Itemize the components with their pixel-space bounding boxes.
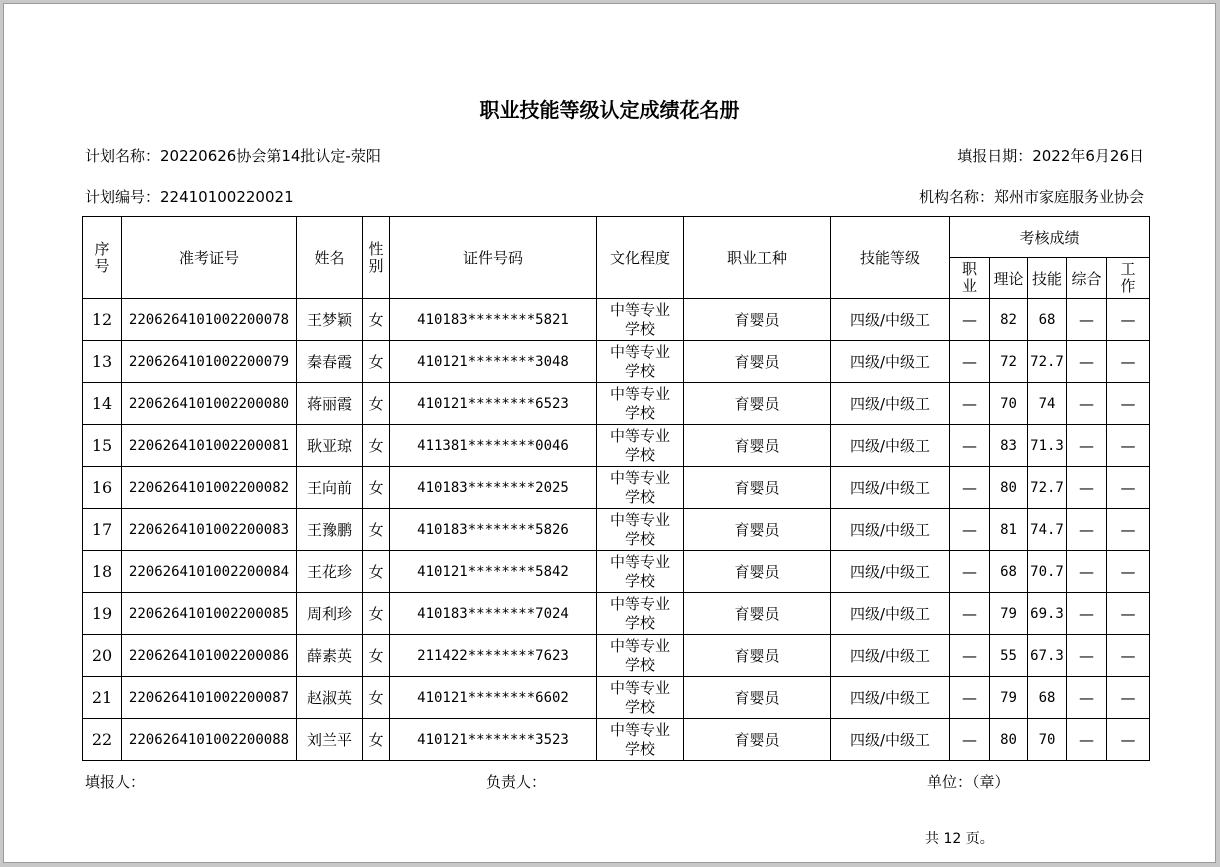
header-sub-zhiye: 职 业 [950, 258, 990, 299]
cell-skill: 72.7 [1028, 341, 1067, 383]
cell-gender: 女 [363, 677, 390, 719]
cell-seq: 16 [83, 467, 122, 509]
cell-name: 秦春霞 [297, 341, 363, 383]
cell-id-number: 410121********6523 [390, 383, 597, 425]
header-sub-work: 工 作 [1107, 258, 1150, 299]
cell-exam-number: 2206264101002200085 [122, 593, 297, 635]
cell-theory: 80 [990, 467, 1028, 509]
cell-skill-level: 四级/中级工 [831, 719, 950, 761]
cell-work: — [1107, 341, 1150, 383]
cell-overall: — [1067, 383, 1107, 425]
cell-gender: 女 [363, 383, 390, 425]
cell-gender: 女 [363, 593, 390, 635]
cell-overall: — [1067, 299, 1107, 341]
table-row [83, 509, 1150, 551]
header-sub-skill: 技能 [1028, 258, 1067, 299]
cell-name: 王豫鹏 [297, 509, 363, 551]
cell-exam-number: 2206264101002200082 [122, 467, 297, 509]
cell-exam-number: 2206264101002200079 [122, 341, 297, 383]
cell-education: 中等专业 学校 [597, 383, 684, 425]
cell-exam-number: 2206264101002200086 [122, 635, 297, 677]
cell-overall: — [1067, 635, 1107, 677]
cell-skill-level: 四级/中级工 [831, 551, 950, 593]
cell-education: 中等专业 学校 [597, 551, 684, 593]
table-body [83, 299, 1150, 761]
table-row [83, 299, 1150, 341]
cell-zhiye: — [950, 593, 990, 635]
cell-exam-number: 2206264101002200087 [122, 677, 297, 719]
cell-skill: 69.3 [1028, 593, 1067, 635]
cell-theory: 83 [990, 425, 1028, 467]
header-seq: 序 号 [83, 217, 122, 299]
table-header [83, 217, 1150, 299]
cell-seq: 19 [83, 593, 122, 635]
score-roster-table [82, 216, 1150, 761]
cell-seq: 13 [83, 341, 122, 383]
cell-theory: 80 [990, 719, 1028, 761]
table-row [83, 593, 1150, 635]
cell-occupation: 育婴员 [684, 551, 831, 593]
cell-id-number: 410183********7024 [390, 593, 597, 635]
cell-skill: 67.3 [1028, 635, 1067, 677]
cell-exam-number: 2206264101002200081 [122, 425, 297, 467]
plan-number: 计划编号：22410100220021 [85, 188, 294, 206]
table-row [83, 719, 1150, 761]
cell-zhiye: — [950, 551, 990, 593]
cell-exam-number: 2206264101002200088 [122, 719, 297, 761]
organization-name: 机构名称：郑州市家庭服务业协会 [918, 188, 1144, 206]
cell-exam-number: 2206264101002200083 [122, 509, 297, 551]
header-exam-number: 准考证号 [122, 217, 297, 299]
cell-theory: 68 [990, 551, 1028, 593]
cell-id-number: 410183********5821 [390, 299, 597, 341]
fill-date: 填报日期：2022年6月26日 [957, 147, 1144, 165]
cell-work: — [1107, 383, 1150, 425]
cell-name: 王花珍 [297, 551, 363, 593]
cell-id-number: 410121********3523 [390, 719, 597, 761]
cell-zhiye: — [950, 677, 990, 719]
cell-id-number: 410121********3048 [390, 341, 597, 383]
cell-overall: — [1067, 719, 1107, 761]
plan-name: 计划名称：20220626协会第14批认定-荥阳 [85, 147, 381, 165]
cell-skill-level: 四级/中级工 [831, 509, 950, 551]
cell-skill-level: 四级/中级工 [831, 677, 950, 719]
cell-occupation: 育婴员 [684, 383, 831, 425]
cell-education: 中等专业 学校 [597, 677, 684, 719]
cell-name: 赵淑英 [297, 677, 363, 719]
cell-skill-level: 四级/中级工 [831, 467, 950, 509]
cell-seq: 21 [83, 677, 122, 719]
cell-work: — [1107, 635, 1150, 677]
cell-zhiye: — [950, 299, 990, 341]
cell-seq: 15 [83, 425, 122, 467]
cell-work: — [1107, 299, 1150, 341]
page-count: 共 12 页。 [925, 831, 994, 847]
cell-skill-level: 四级/中级工 [831, 299, 950, 341]
cell-id-number: 410121********5842 [390, 551, 597, 593]
cell-id-number: 410183********2025 [390, 467, 597, 509]
cell-education: 中等专业 学校 [597, 635, 684, 677]
cell-id-number: 410121********6602 [390, 677, 597, 719]
header-sub-theory: 理论 [990, 258, 1028, 299]
header-id-number: 证件号码 [390, 217, 597, 299]
cell-theory: 55 [990, 635, 1028, 677]
cell-seq: 17 [83, 509, 122, 551]
document-title: 职业技能等级认定成绩花名册 [479, 98, 740, 122]
cell-zhiye: — [950, 509, 990, 551]
cell-work: — [1107, 425, 1150, 467]
cell-education: 中等专业 学校 [597, 509, 684, 551]
filler-label: 填报人： [85, 773, 146, 791]
cell-skill: 68 [1028, 299, 1067, 341]
cell-work: — [1107, 509, 1150, 551]
table-row [83, 425, 1150, 467]
cell-work: — [1107, 677, 1150, 719]
cell-gender: 女 [363, 509, 390, 551]
cell-theory: 82 [990, 299, 1028, 341]
cell-name: 刘兰平 [297, 719, 363, 761]
cell-zhiye: — [950, 467, 990, 509]
cell-gender: 女 [363, 341, 390, 383]
table-row [83, 635, 1150, 677]
cell-gender: 女 [363, 635, 390, 677]
cell-education: 中等专业 学校 [597, 467, 684, 509]
cell-gender: 女 [363, 551, 390, 593]
cell-skill-level: 四级/中级工 [831, 593, 950, 635]
table-row [83, 677, 1150, 719]
cell-theory: 79 [990, 677, 1028, 719]
cell-occupation: 育婴员 [684, 425, 831, 467]
cell-overall: — [1067, 467, 1107, 509]
cell-occupation: 育婴员 [684, 341, 831, 383]
cell-theory: 79 [990, 593, 1028, 635]
cell-skill: 70 [1028, 719, 1067, 761]
cell-zhiye: — [950, 719, 990, 761]
table-row [83, 341, 1150, 383]
cell-exam-number: 2206264101002200084 [122, 551, 297, 593]
cell-zhiye: — [950, 635, 990, 677]
cell-name: 蒋丽霞 [297, 383, 363, 425]
cell-overall: — [1067, 509, 1107, 551]
cell-name: 薛素英 [297, 635, 363, 677]
table-row [83, 467, 1150, 509]
unit-seal-label: 单位：（章） [927, 773, 1010, 791]
cell-skill: 72.7 [1028, 467, 1067, 509]
cell-occupation: 育婴员 [684, 509, 831, 551]
header-occupation: 职业工种 [684, 217, 831, 299]
cell-education: 中等专业 学校 [597, 425, 684, 467]
cell-occupation: 育婴员 [684, 635, 831, 677]
cell-exam-number: 2206264101002200080 [122, 383, 297, 425]
table-row [83, 383, 1150, 425]
cell-seq: 18 [83, 551, 122, 593]
header-scores: 考核成绩 [950, 217, 1150, 258]
cell-gender: 女 [363, 425, 390, 467]
cell-skill-level: 四级/中级工 [831, 341, 950, 383]
cell-id-number: 410183********5826 [390, 509, 597, 551]
cell-occupation: 育婴员 [684, 719, 831, 761]
cell-theory: 72 [990, 341, 1028, 383]
cell-work: — [1107, 467, 1150, 509]
cell-gender: 女 [363, 719, 390, 761]
cell-gender: 女 [363, 467, 390, 509]
cell-work: — [1107, 719, 1150, 761]
cell-name: 周利珍 [297, 593, 363, 635]
table-row [83, 551, 1150, 593]
cell-gender: 女 [363, 299, 390, 341]
cell-skill: 68 [1028, 677, 1067, 719]
cell-overall: — [1067, 593, 1107, 635]
header-name: 姓名 [297, 217, 363, 299]
cell-name: 耿亚琼 [297, 425, 363, 467]
cell-theory: 81 [990, 509, 1028, 551]
cell-seq: 22 [83, 719, 122, 761]
cell-skill: 74.7 [1028, 509, 1067, 551]
cell-theory: 70 [990, 383, 1028, 425]
cell-skill-level: 四级/中级工 [831, 635, 950, 677]
cell-name: 王梦颖 [297, 299, 363, 341]
cell-occupation: 育婴员 [684, 593, 831, 635]
header-education: 文化程度 [597, 217, 684, 299]
cell-skill: 71.3 [1028, 425, 1067, 467]
cell-skill-level: 四级/中级工 [831, 383, 950, 425]
cell-zhiye: — [950, 383, 990, 425]
header-sub-overall: 综合 [1067, 258, 1107, 299]
cell-work: — [1107, 551, 1150, 593]
cell-education: 中等专业 学校 [597, 341, 684, 383]
cell-skill: 74 [1028, 383, 1067, 425]
cell-seq: 14 [83, 383, 122, 425]
header-gender: 性 别 [363, 217, 390, 299]
cell-overall: — [1067, 551, 1107, 593]
cell-work: — [1107, 593, 1150, 635]
cell-overall: — [1067, 425, 1107, 467]
cell-seq: 20 [83, 635, 122, 677]
cell-seq: 12 [83, 299, 122, 341]
cell-overall: — [1067, 677, 1107, 719]
cell-zhiye: — [950, 341, 990, 383]
cell-education: 中等专业 学校 [597, 299, 684, 341]
cell-id-number: 411381********0046 [390, 425, 597, 467]
header-skill-level: 技能等级 [831, 217, 950, 299]
cell-id-number: 211422********7623 [390, 635, 597, 677]
cell-overall: — [1067, 341, 1107, 383]
cell-exam-number: 2206264101002200078 [122, 299, 297, 341]
cell-education: 中等专业 学校 [597, 719, 684, 761]
responsible-label: 负责人： [486, 773, 547, 791]
cell-occupation: 育婴员 [684, 299, 831, 341]
cell-education: 中等专业 学校 [597, 593, 684, 635]
cell-occupation: 育婴员 [684, 677, 831, 719]
cell-zhiye: — [950, 425, 990, 467]
cell-skill: 70.7 [1028, 551, 1067, 593]
document-page [3, 3, 1216, 863]
cell-occupation: 育婴员 [684, 467, 831, 509]
cell-name: 王向前 [297, 467, 363, 509]
cell-skill-level: 四级/中级工 [831, 425, 950, 467]
